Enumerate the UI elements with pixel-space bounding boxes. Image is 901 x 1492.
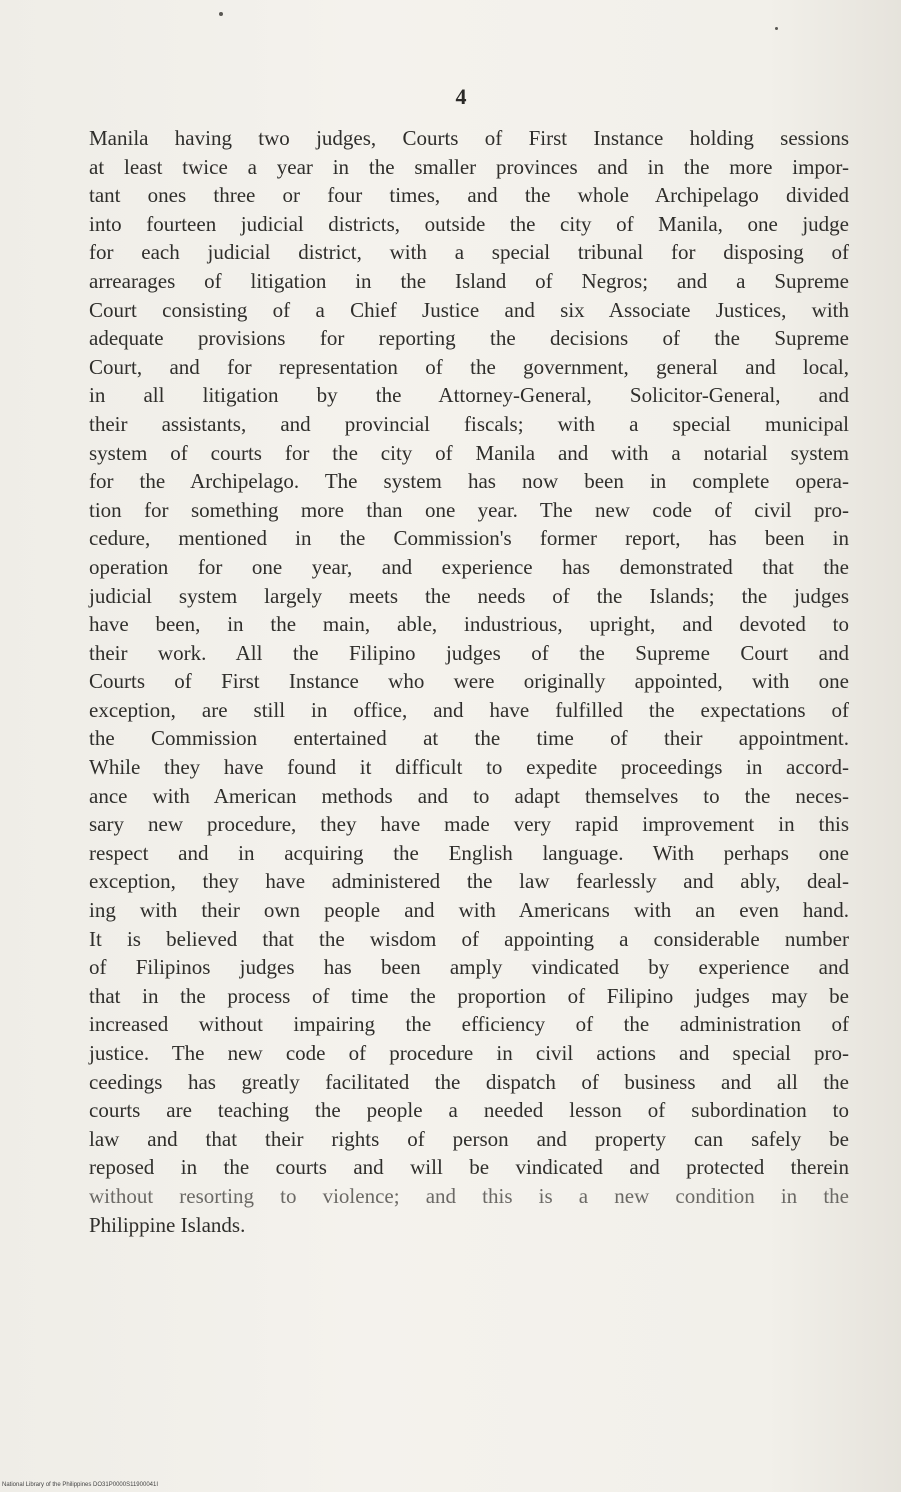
page-number: 4 — [455, 84, 467, 109]
text-line: tion for something more than one year. The new code of civil pro- — [89, 497, 849, 522]
text-line: in all litigation by the Attorney-General, Solicitor-General, and — [89, 383, 849, 408]
text-line: respect and in acquiring the English language. With perhaps one — [89, 840, 849, 865]
scan-speck — [219, 12, 223, 16]
text-line: arrearages of litigation in the Island of Negros; and a Supreme — [89, 268, 849, 293]
text-line: Court consisting of a Chief Justice and six Associate Justices, with — [89, 297, 849, 322]
text-line: judicial system largely meets the needs of the Islands; the judges — [89, 583, 849, 608]
text-line: increased without impairing the efficiency of the administration of — [89, 1012, 849, 1037]
text-line: ance with American methods and to adapt themselves to the neces- — [89, 783, 849, 808]
text-line: Manila having two judges, Courts of First Instance holding sessions — [89, 126, 849, 150]
text-line: ceedings has greatly facilitated the dispatch of business and all the — [89, 1069, 849, 1094]
text-line: justice. The new code of procedure in civil actions and special pro- — [89, 1041, 849, 1065]
text-line: of Filipinos judges has been amply vindicated by experience and — [89, 955, 849, 980]
text-line: for each judicial district, with a special tribunal for disposing of — [89, 240, 849, 265]
text-line: tant ones three or four times, and the whole Archipelago divided — [89, 183, 849, 208]
text-line: adequate provisions for reporting the decisions of the Supreme — [89, 326, 849, 351]
text-line: that in the process of time the proportion of Filipino judges may be — [89, 983, 849, 1008]
text-line: into fourteen judicial districts, outside the city of Manila, one judge — [89, 211, 849, 236]
scan-speck — [775, 27, 778, 30]
text-line: exception, are still in office, and have fulfilled the expectations of — [89, 697, 849, 722]
text-line: the Commission entertained at the time of their appointment. — [89, 726, 849, 751]
text-line: sary new procedure, they have made very rapid improvement in this — [89, 812, 849, 837]
text-line: cedure, mentioned in the Commission's former report, has been in — [89, 526, 849, 551]
text-line: system of courts for the city of Manila and with a notarial system — [89, 440, 849, 465]
text-line: operation for one year, and experience has demonstrated that the — [89, 554, 849, 579]
text-line: their assistants, and provincial fiscals; with a special municipal — [89, 411, 849, 436]
text-line: Court, and for representation of the government, general and local, — [89, 354, 849, 379]
body-paragraph — [89, 124, 849, 1239]
text-line: for the Archipelago. The system has now been in complete opera- — [89, 469, 849, 494]
text-line: have been, in the main, able, industrious, upright, and devoted to — [89, 612, 849, 637]
text-line: ing with their own people and with Americans with an even hand. — [89, 898, 849, 923]
text-line: reposed in the courts and will be vindicated and protected therein — [89, 1155, 849, 1180]
text-line: without resorting to violence; and this is a new condition in the — [89, 1183, 849, 1208]
text-line: at least twice a year in the smaller provinces and in the more impor- — [89, 154, 849, 179]
text-line: courts are teaching the people a needed lesson of subordination to — [89, 1098, 849, 1123]
text-line: their work. All the Filipino judges of the Supreme Court and — [89, 640, 849, 665]
text-line: exception, they have administered the law fearlessly and ably, deal- — [89, 869, 849, 894]
text-line: Philippine Islands. — [89, 1212, 246, 1237]
text-line: Courts of First Instance who were originally appointed, with one — [89, 669, 849, 694]
footer-credit: National Library of the Philippines DO31P0000S11900041I — [2, 1482, 158, 1488]
text-line: law and that their rights of person and property can safely be — [89, 1126, 849, 1151]
text-line: While they have found it difficult to expedite proceedings in accord- — [89, 755, 849, 780]
text-line: It is believed that the wisdom of appointing a considerable number — [89, 926, 849, 951]
